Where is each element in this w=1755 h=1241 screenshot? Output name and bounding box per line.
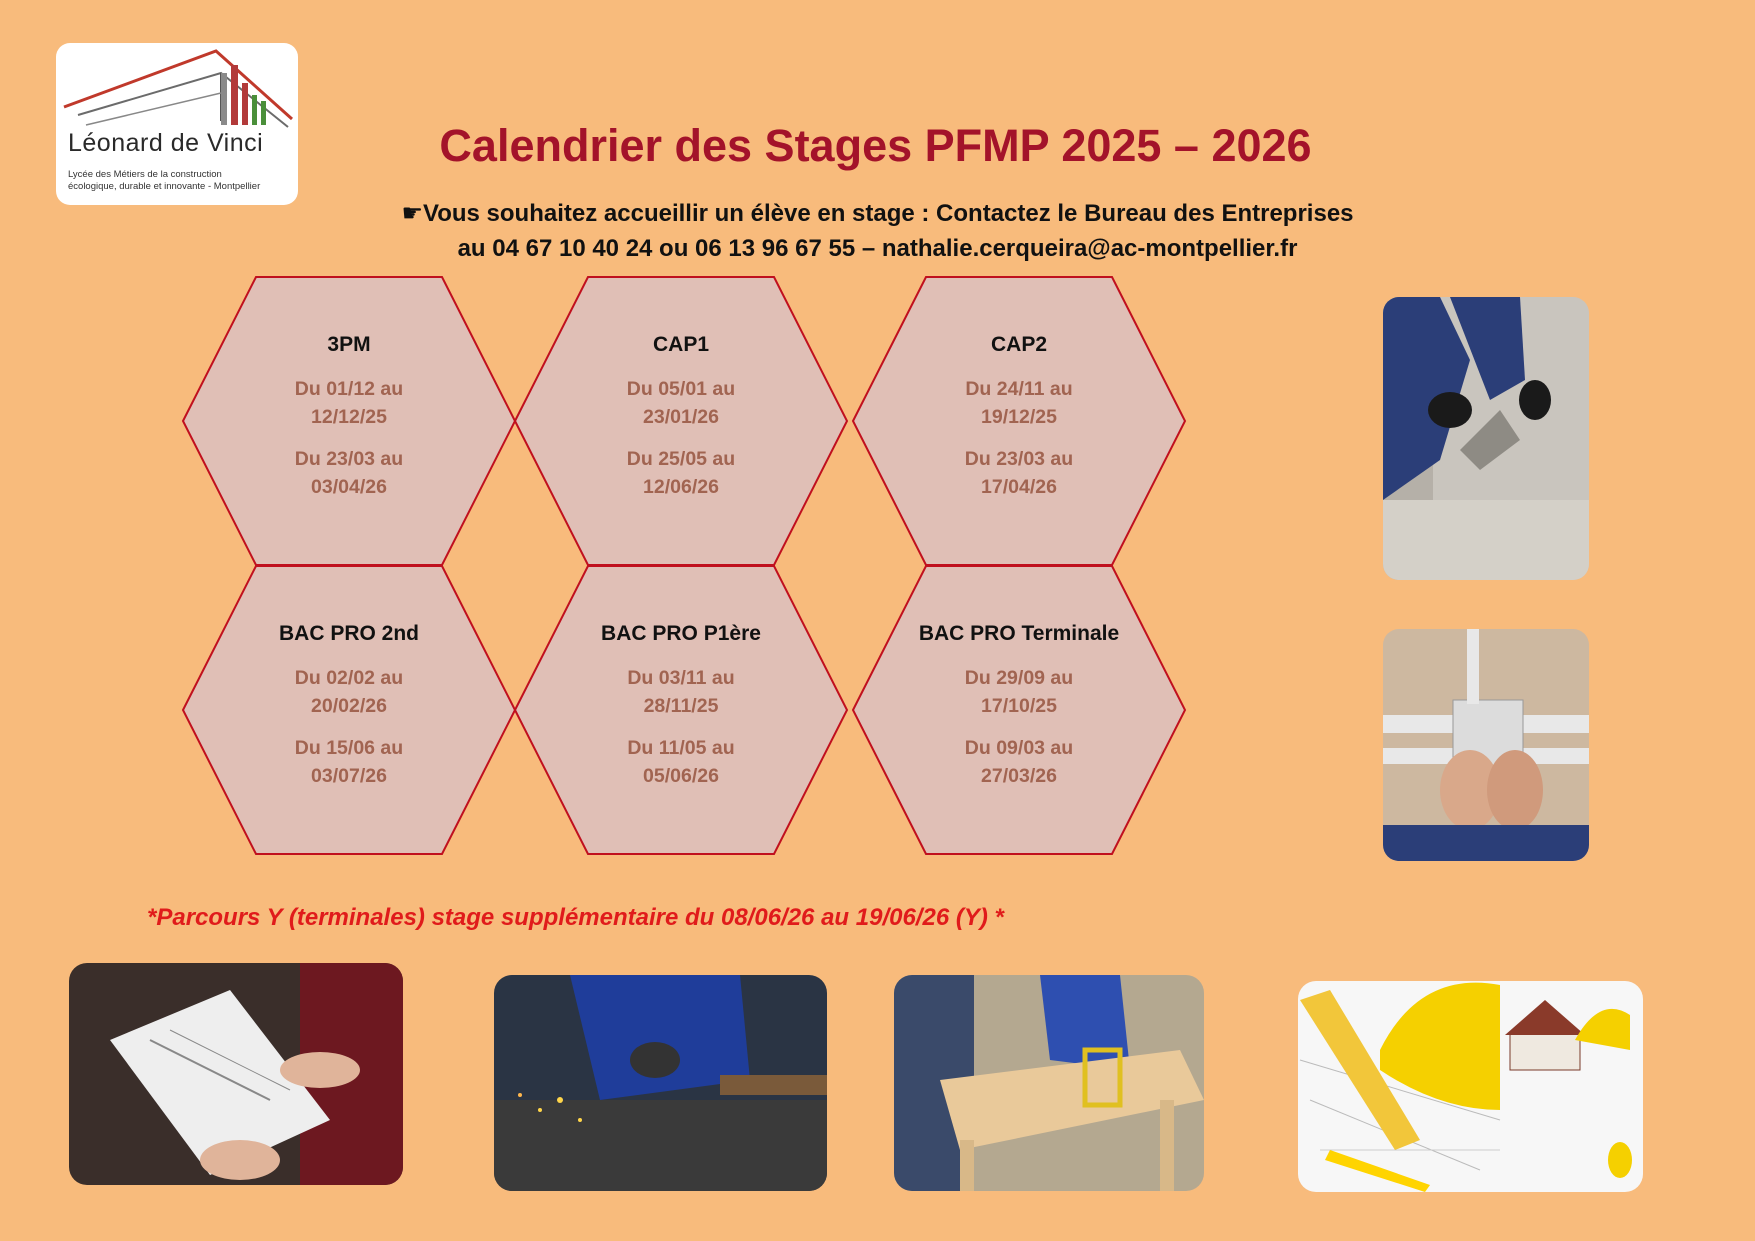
stage-period-line: 19/12/25 (981, 406, 1057, 428)
parcours-y-note: *Parcours Y (terminales) stage supplémentaire du 08/06/26 au 19/06/26 (Y) * (147, 904, 1004, 931)
concrete-work-photo (1383, 297, 1589, 580)
stage-period-line: Du 24/11 au (965, 378, 1073, 400)
stage-period-line: 28/11/25 (643, 695, 719, 717)
level-card (899, 622, 1139, 804)
stage-period-line: Du 03/11 au (627, 667, 735, 689)
level-card (561, 622, 801, 804)
level-name: 3PM (327, 333, 371, 356)
logo-name: Léonard de Vinci (68, 129, 264, 157)
stage-period-line: 03/07/26 (311, 765, 387, 787)
blueprint-reading-photo (69, 963, 403, 1185)
level-name: BAC PRO Terminale (918, 622, 1120, 645)
stage-period-line: 17/10/25 (981, 695, 1057, 717)
stage-period-line: 03/04/26 (311, 476, 387, 498)
stage-period (899, 664, 1139, 720)
stage-period (229, 664, 469, 720)
stage-period-line: Du 05/01 au (626, 378, 736, 400)
electrical-wiring-photo (1383, 629, 1589, 861)
stage-period (561, 664, 801, 720)
level-card (229, 333, 469, 515)
stage-period (561, 734, 801, 790)
stage-period (899, 375, 1139, 431)
stage-period-line: 20/02/26 (311, 695, 387, 717)
stage-period-line: Du 23/03 au (964, 448, 1074, 470)
construction-tools-photo (1298, 981, 1643, 1192)
level-card (561, 333, 801, 515)
stage-period-line: 12/06/26 (643, 476, 719, 498)
stage-period (561, 445, 801, 501)
stage-period-line: Du 02/02 au (294, 667, 404, 689)
stage-period-line: 27/03/26 (981, 765, 1057, 787)
level-name: BAC PRO 2nd (278, 622, 419, 645)
stage-period-line: 17/04/26 (981, 476, 1057, 498)
stage-period-line: 05/06/26 (643, 765, 719, 787)
logo-tagline-2: écologique, durable et innovante - Montpellier (68, 181, 261, 192)
stage-period-line: Du 25/05 au (626, 448, 736, 470)
stage-period (229, 375, 469, 431)
stage-period (899, 445, 1139, 501)
stage-period-line: Du 23/03 au (294, 448, 404, 470)
stage-period-line: 12/12/25 (311, 406, 387, 428)
level-card (899, 333, 1139, 515)
contact-line-2: au 04 67 10 40 24 ou 06 13 96 67 55 – nathalie.cerqueira@ac-montpellier.fr (457, 235, 1298, 262)
level-name: BAC PRO P1ère (601, 622, 761, 645)
woodworking-photo (894, 975, 1204, 1191)
page-title: Calendrier des Stages PFMP 2025 – 2026 (439, 120, 1312, 171)
stage-period (561, 375, 801, 431)
stage-period-line: Du 29/09 au (964, 667, 1074, 689)
contact-line-1: ☛Vous souhaitez accueillir un élève en stage : Contactez le Bureau des Entreprises (401, 200, 1354, 227)
stage-period-line: Du 09/03 au (964, 737, 1074, 759)
stage-period-line: 23/01/26 (643, 406, 719, 428)
stage-period-line: Du 01/12 au (294, 378, 404, 400)
level-name: CAP1 (652, 333, 710, 356)
stage-period-line: Du 11/05 au (627, 737, 735, 759)
level-card (229, 622, 469, 804)
stage-period-line: Du 15/06 au (294, 737, 404, 759)
logo-tagline-1: Lycée des Métiers de la construction (68, 169, 222, 180)
stage-period (899, 734, 1139, 790)
stage-period (229, 734, 469, 790)
stage-period (229, 445, 469, 501)
metal-grinding-photo (494, 975, 827, 1191)
level-name: CAP2 (990, 333, 1048, 356)
